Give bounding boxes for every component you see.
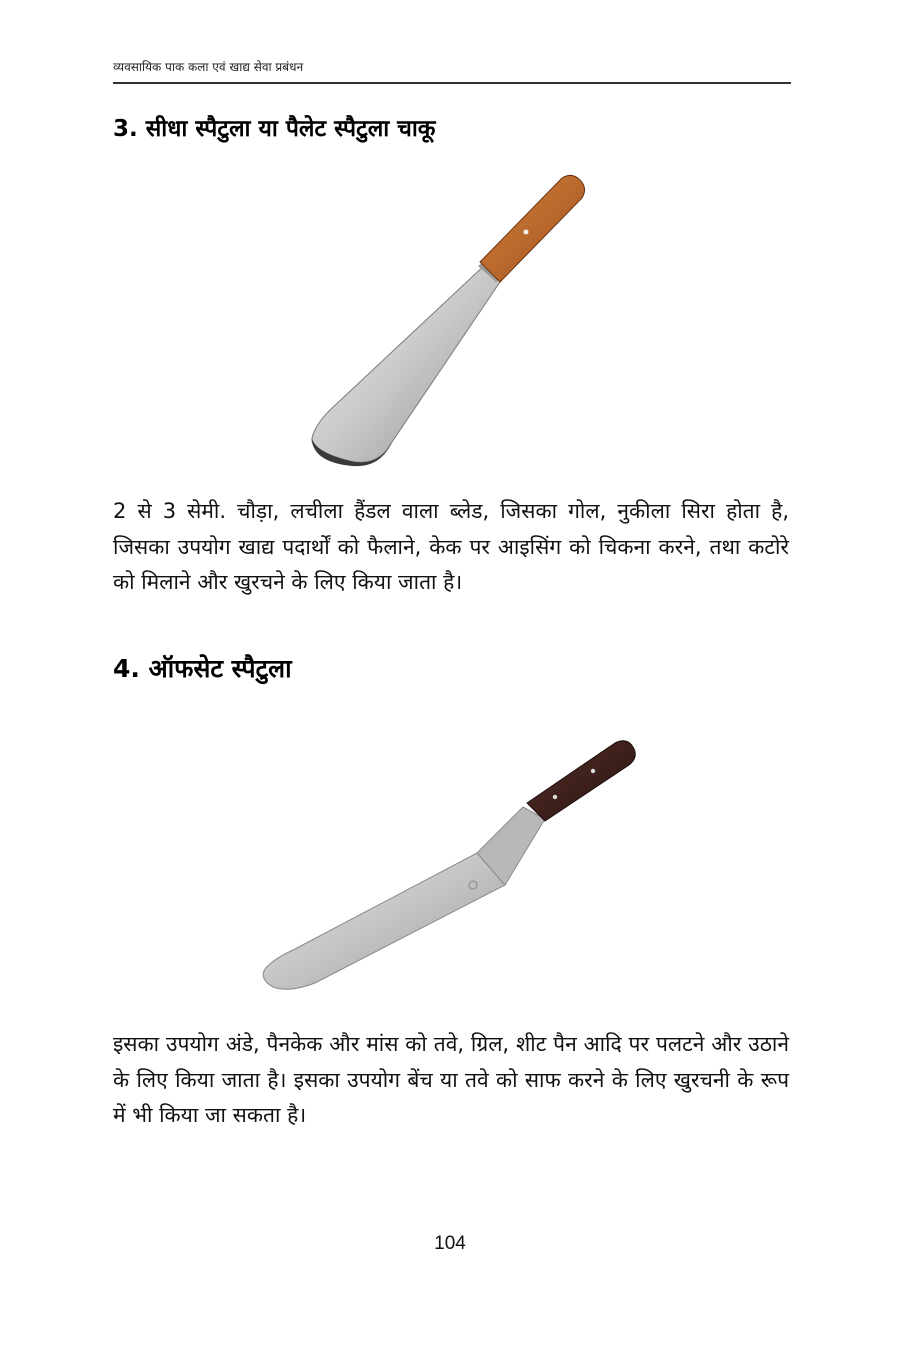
section-3-heading: 3. सीधा स्पैटुला या पैलेट स्पैटुला चाकू xyxy=(113,116,436,142)
header-rule xyxy=(113,82,791,84)
section-4-description: इसका उपयोग अंडे, पैनकेक और मांस को तवे, ग्रिल, शीट पैन आदि पर पलटने और उठाने के लिए किया जाता है। इसका उपयोग बेंच या तवे को साफ करने के लिए खुरचनी के रूप में भी किया जा सकता है। xyxy=(113,1032,789,1127)
page-number: 104 xyxy=(434,1233,466,1254)
section-3-description: 2 से 3 सेमी. चौड़ा, लचीला हैंडल वाला ब्लेड, जिसका गोल, नुकीला सिरा होता है, जिसका उपयोग खाद्य पदार्थों को फैलाने, केक पर आइसिंग को चिकना करने, तथा कटोरे को मिलाने और खुरचने के लिए किया जाता है। xyxy=(113,499,789,594)
running-header: व्यवसायिक पाक कला एवं खाद्य सेवा प्रबंधन xyxy=(113,60,304,74)
section-4-heading: 4. ऑफसेट स्पैटुला xyxy=(113,654,292,683)
straight-spatula-image xyxy=(300,170,600,470)
offset-spatula-image xyxy=(255,735,645,1000)
